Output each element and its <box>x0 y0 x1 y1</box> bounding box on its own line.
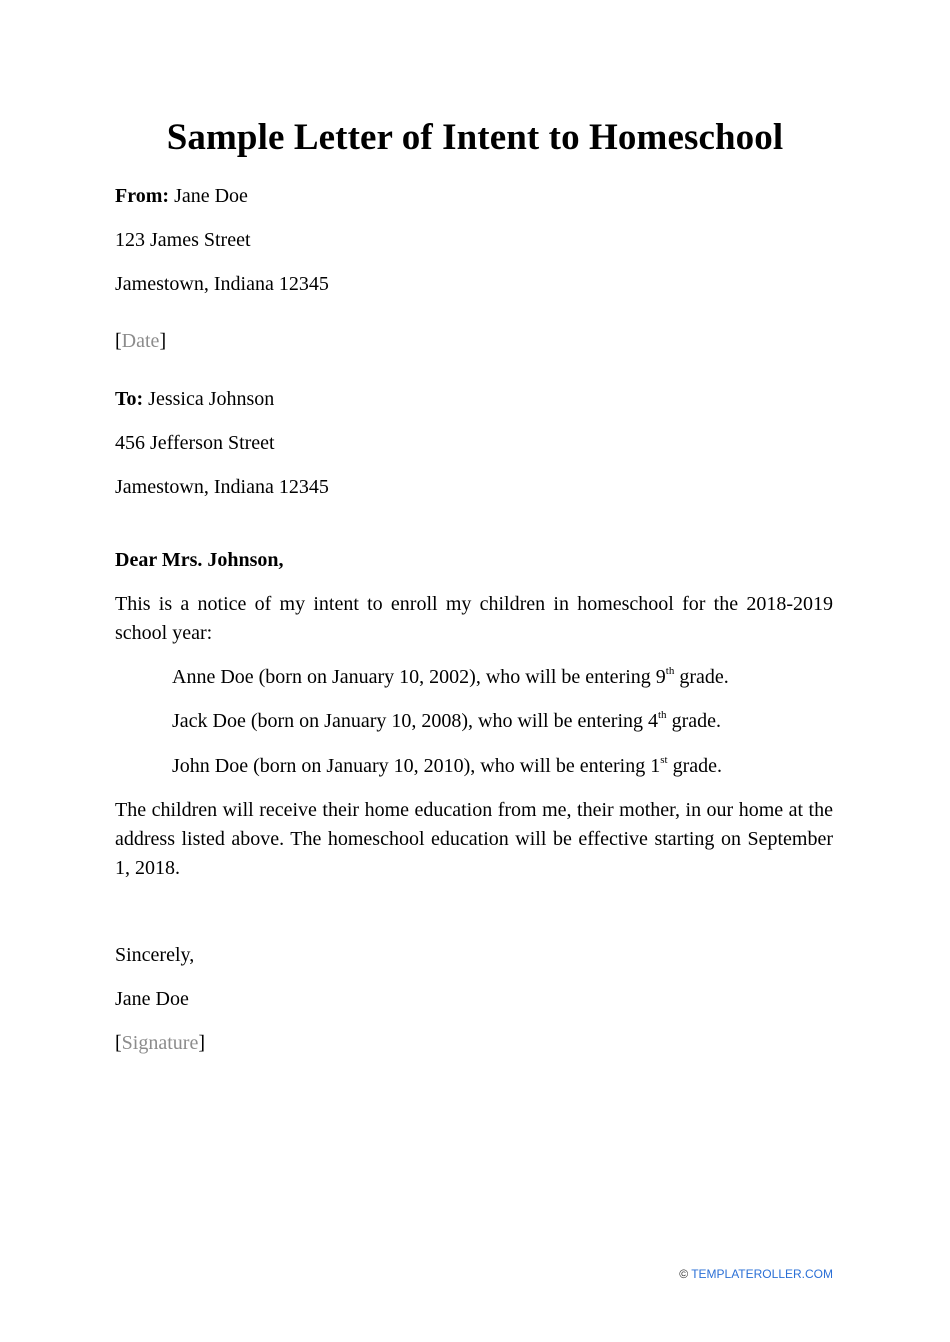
from-label: From: <box>115 185 170 207</box>
sender-name: Jane Doe <box>174 185 248 207</box>
page-title: Sample Letter of Intent to Homeschool <box>166 117 784 158</box>
date-placeholder <box>115 327 166 355</box>
footer-credit <box>679 1266 833 1282</box>
child-entry <box>172 663 729 691</box>
date-close-bracket: ] <box>159 330 167 352</box>
date-open-bracket: [ <box>115 330 122 352</box>
signer-name: Jane Doe <box>115 988 189 1010</box>
child-grade-ordinal: th <box>665 665 675 677</box>
child-entry <box>172 707 721 735</box>
salutation: Dear Mrs. Johnson, <box>115 549 284 571</box>
child-entry-suffix: grade. <box>667 755 723 777</box>
signature-close-bracket: ] <box>198 1032 205 1054</box>
sender-city: Jamestown, Indiana 12345 <box>115 273 329 295</box>
child-entry-suffix: grade. <box>674 666 729 688</box>
recipient-name-line <box>115 385 274 413</box>
sender-street: 123 James Street <box>115 229 251 251</box>
date-placeholder-text: Date <box>121 330 160 352</box>
child-entry-text: Jack Doe (born on January 10, 2008), who will be entering 4 <box>172 710 658 732</box>
child-grade-ordinal: th <box>658 709 667 721</box>
signature-placeholder-text: Signature <box>121 1032 199 1054</box>
signature-placeholder <box>115 1029 205 1057</box>
copyright-icon: © <box>679 1267 689 1281</box>
child-entry-text: Anne Doe (born on January 10, 2002), who will be entering 9 <box>172 666 666 688</box>
recipient-city: Jamestown, Indiana 12345 <box>115 476 329 498</box>
child-grade-ordinal: st <box>660 754 668 766</box>
sender-name-line <box>115 182 248 210</box>
child-entry-text: John Doe (born on January 10, 2010), who will be entering 1 <box>172 755 661 777</box>
signature-open-bracket: [ <box>115 1032 122 1054</box>
to-label: To: <box>115 388 144 410</box>
child-entry <box>172 752 722 780</box>
recipient-name: Jessica Johnson <box>148 388 275 410</box>
recipient-street: 456 Jefferson Street <box>115 432 275 454</box>
intro-paragraph: This is a notice of my intent to enroll my children in homeschool for the 2018-2019 school year: <box>115 593 833 644</box>
child-entry-suffix: grade. <box>666 710 721 732</box>
body-paragraph: The children will receive their home education from me, their mother, in our home at the address listed above. The homeschool education will be effective starting on September 1, 2018. <box>115 799 833 879</box>
valediction: Sincerely, <box>115 944 195 966</box>
footer-site-link[interactable]: TEMPLATEROLLER.COM <box>691 1267 833 1281</box>
